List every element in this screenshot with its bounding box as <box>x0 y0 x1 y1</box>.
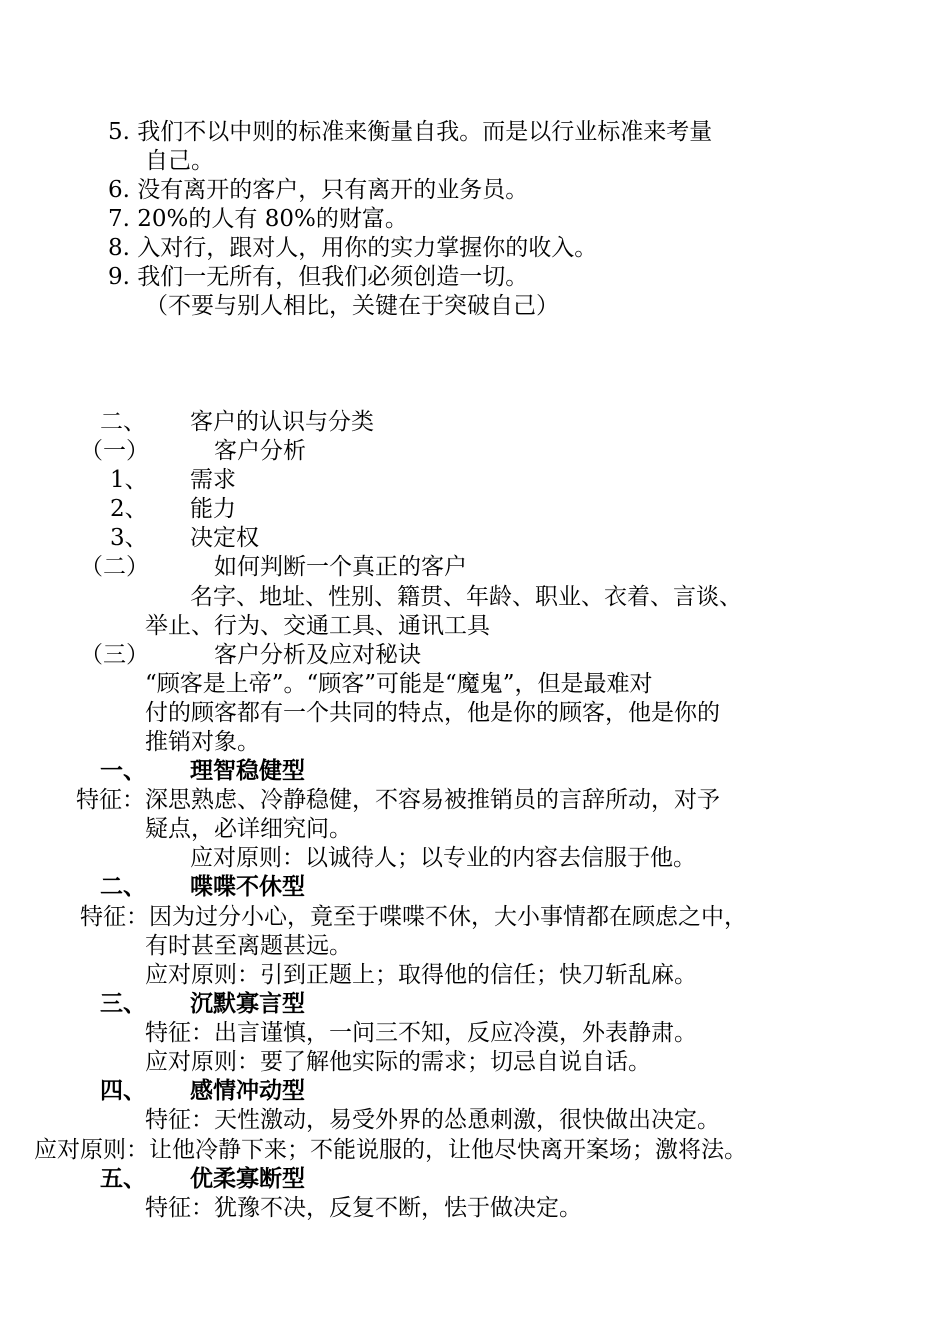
analysis-item-number: 3、 <box>110 525 148 551</box>
paragraph-line: 付的顾客都有一个共同的特点，他是你的顾客，他是你的 <box>145 700 720 726</box>
paragraph-line: “顾客是上帝”。“顾客”可能是“魔鬼”，但是最难对 <box>145 671 653 697</box>
type-feature-line: 特征：出言谨慎，一问三不知，反应冷漠，外表静肃。 <box>145 1020 697 1046</box>
analysis-item-text: 能力 <box>190 496 236 522</box>
type-number-4: 四、 <box>100 1077 146 1104</box>
subsection-title-1: 客户分析 <box>214 438 306 464</box>
list-text: 我们一无所有，但我们必须创造一切。 <box>137 264 529 290</box>
type-feature-line: 有时甚至离题甚远。 <box>145 933 352 959</box>
list-item-5-continuation: 自己。 <box>145 148 214 174</box>
type-number-1: 一、 <box>100 757 146 784</box>
type-feature-line: 疑点，必详细究问。 <box>145 816 352 842</box>
section-number: 二、 <box>100 409 146 435</box>
type-number-5: 五、 <box>100 1165 146 1192</box>
list-number: 5. <box>108 119 130 145</box>
list-item-5 <box>108 118 712 146</box>
analysis-item-text: 需求 <box>190 467 236 493</box>
section-title: 客户的认识与分类 <box>190 409 374 435</box>
type-title-1: 理智稳健型 <box>190 757 305 784</box>
type-response: 应对原则：以诚待人；以专业的内容去信服于他。 <box>190 845 696 871</box>
type-feature-line: 特征：深思熟虑、冷静稳健，不容易被推销员的言辞所动，对予 <box>76 787 720 813</box>
list-text: 20%的人有 80%的财富。 <box>137 206 408 232</box>
type-response: 应对原则：让他冷静下来；不能说服的，让他尽快离开案场；激将法。 <box>34 1137 747 1163</box>
list-item-6 <box>108 176 528 204</box>
principles-note: （不要与别人相比，关键在于突破自己） <box>145 293 559 319</box>
analysis-item-text: 决定权 <box>190 525 259 551</box>
type-number-3: 三、 <box>100 990 146 1017</box>
type-title-4: 感情冲动型 <box>190 1077 305 1104</box>
list-number: 8. <box>108 235 130 261</box>
paragraph-line: 举止、行为、交通工具、通讯工具 <box>145 613 490 639</box>
type-number-2: 二、 <box>100 873 146 900</box>
type-title-5: 优柔寡断型 <box>190 1165 305 1192</box>
list-item-7 <box>108 205 408 233</box>
subsection-number-2: （二） <box>80 554 149 580</box>
subsection-number-3: （三） <box>80 642 149 668</box>
subsection-title-3: 客户分析及应对秘诀 <box>214 642 421 668</box>
list-number: 6. <box>108 177 130 203</box>
type-response: 应对原则：要了解他实际的需求；切忌自说自话。 <box>145 1049 651 1075</box>
type-feature-line: 特征：天性激动，易受外界的怂恿刺激，很快做出决定。 <box>145 1107 720 1133</box>
list-text: 我们不以中则的标准来衡量自我。而是以行业标准来考量 <box>137 119 713 145</box>
list-text: 没有离开的客户，只有离开的业务员。 <box>137 177 529 203</box>
list-item-9 <box>108 263 528 291</box>
type-title-2: 喋喋不休型 <box>190 873 305 900</box>
type-title-3: 沉默寡言型 <box>190 990 305 1017</box>
paragraph-line: 名字、地址、性别、籍贯、年龄、职业、衣着、言谈、 <box>190 584 742 610</box>
subsection-number-1: （一） <box>80 438 149 464</box>
paragraph-line: 推销对象。 <box>145 729 260 755</box>
type-feature-line: 特征：因为过分小心，竟至于喋喋不休，大小事情都在顾虑之中， <box>80 904 747 930</box>
list-item-8 <box>108 234 597 262</box>
type-feature-line: 特征：犹豫不决，反复不断，怯于做决定。 <box>145 1195 582 1221</box>
analysis-item-number: 2、 <box>110 496 148 522</box>
subsection-title-2: 如何判断一个真正的客户 <box>214 554 467 580</box>
list-text: 入对行，跟对人，用你的实力掌握你的收入。 <box>137 235 598 261</box>
type-response: 应对原则：引到正题上；取得他的信任；快刀斩乱麻。 <box>145 962 697 988</box>
list-number: 9. <box>108 264 130 290</box>
analysis-item-number: 1、 <box>110 467 148 493</box>
list-number: 7. <box>108 206 130 232</box>
